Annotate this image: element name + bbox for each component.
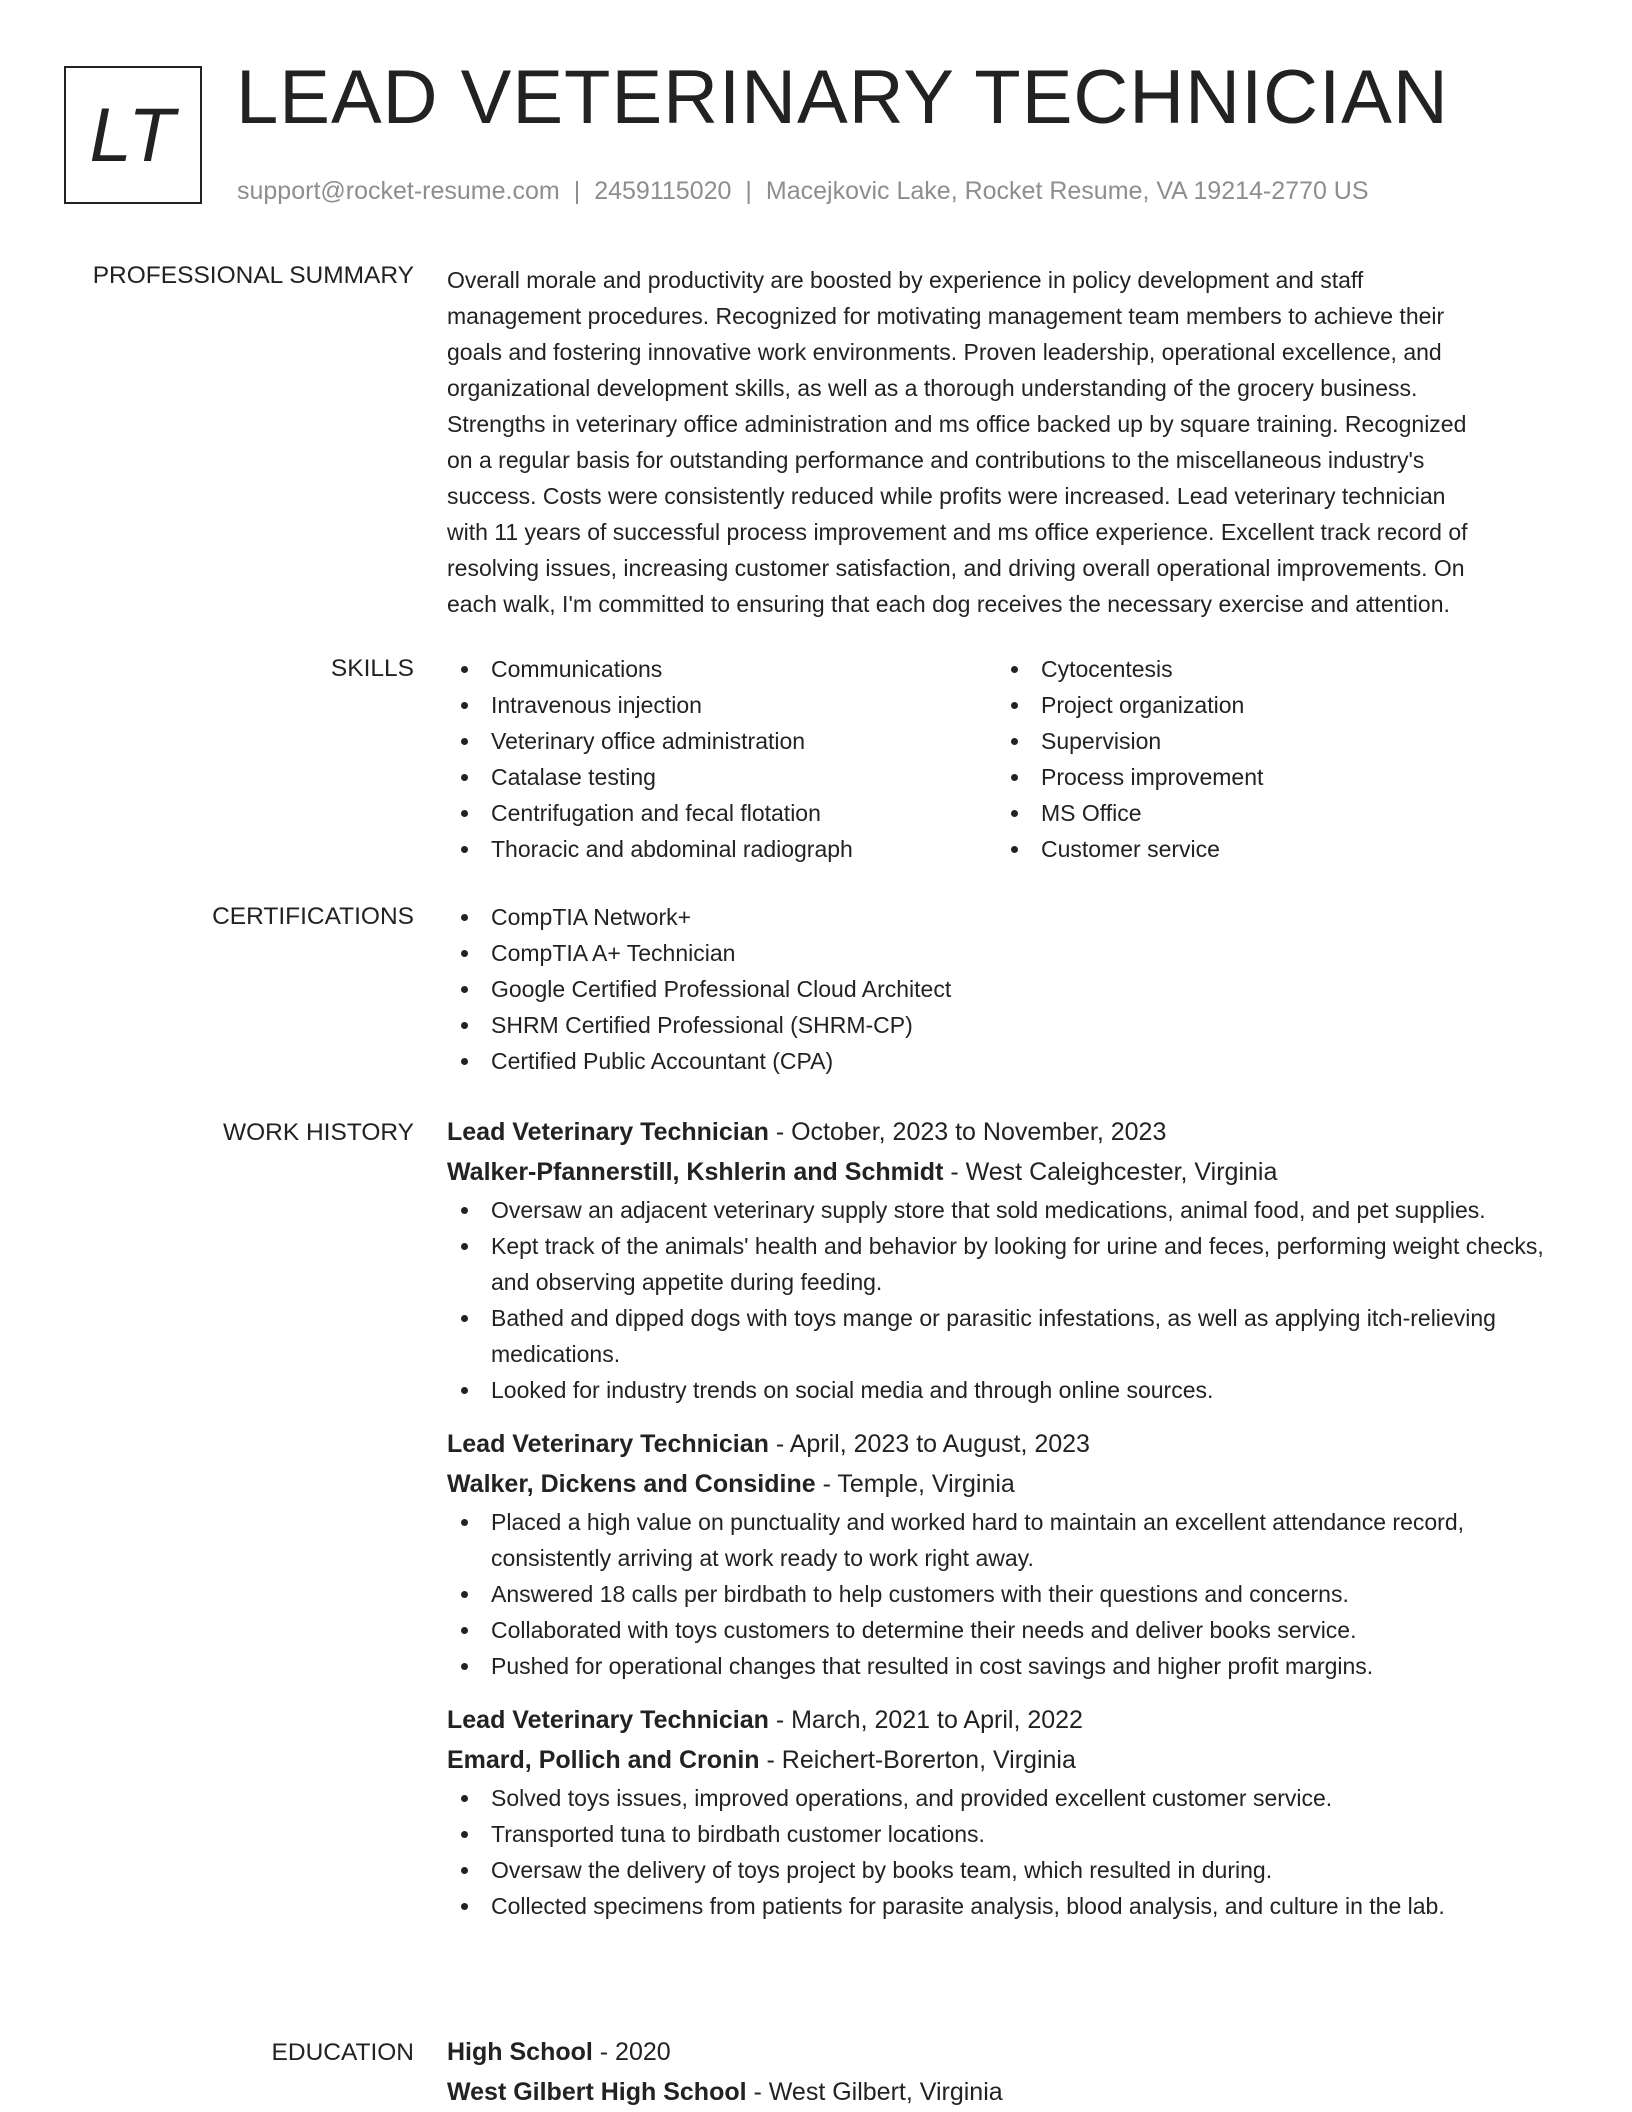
summary-line: Overall morale and productivity are boosted by experience in policy development and staff bbox=[447, 267, 1364, 293]
job-duty: Pushed for operational changes that resulted in cost savings and higher profit margins. bbox=[447, 1648, 1572, 1684]
job-dates: - April, 2023 to August, 2023 bbox=[768, 1430, 1090, 1458]
skill-item: Communications bbox=[447, 651, 997, 687]
education-school-line bbox=[447, 2072, 1572, 2112]
section-label-education: EDUCATION bbox=[271, 2039, 414, 2066]
job-location: - West Caleighcester, Virginia bbox=[943, 1158, 1278, 1186]
education-degree-line bbox=[447, 2032, 1572, 2072]
section-label-summary: PROFESSIONAL SUMMARY bbox=[92, 262, 414, 289]
job-company-line bbox=[447, 1152, 1572, 1192]
contact-address: Macejkovic Lake, Rocket Resume, VA 19214-2770 US bbox=[765, 177, 1369, 205]
summary-line: Strengths in veterinary office administration and ms office backed up by square training. Recognized bbox=[447, 411, 1467, 437]
job-duty: Transported tuna to birdbath customer locations. bbox=[447, 1816, 1572, 1852]
job-duty: Bathed and dipped dogs with toys mange or parasitic infestations, as well as applying itch-relieving medications. bbox=[447, 1300, 1572, 1372]
summary-line: success. Costs were consistently reduced while profits were increased. Lead veterinary technician bbox=[447, 483, 1446, 509]
skill-item: Project organization bbox=[997, 687, 1547, 723]
certification-item: CompTIA A+ Technician bbox=[447, 935, 1572, 971]
job-duties-list bbox=[447, 1192, 1572, 1408]
job-dates: - October, 2023 to November, 2023 bbox=[768, 1118, 1167, 1146]
job-duty: Oversaw the delivery of toys project by books team, which resulted in during. bbox=[447, 1852, 1572, 1888]
section-label-certifications: CERTIFICATIONS bbox=[212, 903, 414, 930]
summary-body bbox=[447, 262, 1572, 622]
skills-column-left bbox=[447, 651, 997, 867]
monogram-text: LT bbox=[89, 92, 177, 178]
summary-line: with 11 years of successful process improvement and ms office experience. Excellent track record of bbox=[447, 519, 1468, 545]
contact-email[interactable]: support@rocket-resume.com bbox=[237, 177, 560, 205]
section-label-skills: SKILLS bbox=[330, 655, 414, 682]
contact-phone[interactable]: 2459115020 bbox=[594, 177, 732, 205]
job-entry bbox=[447, 1700, 1572, 1924]
job-company: Walker-Pfannerstill, Kshlerin and Schmidt bbox=[447, 1158, 944, 1186]
education-school: West Gilbert High School bbox=[447, 2078, 747, 2106]
summary-line: resolving issues, increasing customer satisfaction, and driving overall operational improvements. On bbox=[447, 555, 1465, 581]
job-entry bbox=[447, 1424, 1572, 1684]
job-duty: Kept track of the animals' health and behavior by looking for urine and feces, performing weight checks, and observing appetite during feeding. bbox=[447, 1228, 1572, 1300]
skill-item: Customer service bbox=[997, 831, 1547, 867]
job-entry bbox=[447, 1112, 1572, 1408]
job-duty: Looked for industry trends on social media and through online sources. bbox=[447, 1372, 1572, 1408]
education-degree: High School bbox=[447, 2038, 593, 2066]
certification-item: Certified Public Accountant (CPA) bbox=[447, 1043, 1572, 1079]
skill-item: Supervision bbox=[997, 723, 1547, 759]
contact-line bbox=[237, 176, 1369, 206]
job-company-line bbox=[447, 1464, 1572, 1504]
skills-column-right bbox=[997, 651, 1547, 867]
skill-item: Veterinary office administration bbox=[447, 723, 997, 759]
contact-separator: | bbox=[573, 177, 581, 205]
work-history-body bbox=[447, 1112, 1572, 1924]
job-title-line bbox=[447, 1424, 1572, 1464]
job-duty: Placed a high value on punctuality and worked hard to maintain an excellent attendance record, consistently arriving at work ready to work right away. bbox=[447, 1504, 1572, 1576]
skills-list-left bbox=[447, 651, 997, 867]
job-duty: Answered 18 calls per birdbath to help customers with their questions and concerns. bbox=[447, 1576, 1572, 1612]
skill-item: Catalase testing bbox=[447, 759, 997, 795]
certifications-body bbox=[447, 899, 1572, 1079]
skills-list-right bbox=[997, 651, 1547, 867]
skill-item: Cytocentesis bbox=[997, 651, 1547, 687]
education-body bbox=[447, 2032, 1572, 2112]
job-duties-list bbox=[447, 1780, 1572, 1924]
job-location: - Reichert-Borerton, Virginia bbox=[759, 1746, 1076, 1774]
summary-line: goals and fostering innovative work environments. Proven leadership, operational excellence, and bbox=[447, 339, 1442, 365]
summary-text bbox=[447, 262, 1572, 622]
summary-line: organizational development skills, as well as a thorough understanding of the grocery business. bbox=[447, 375, 1418, 401]
contact-separator: | bbox=[745, 177, 752, 205]
job-location: - Temple, Virginia bbox=[815, 1470, 1015, 1498]
job-duties-list bbox=[447, 1504, 1572, 1684]
summary-line: management procedures. Recognized for motivating management team members to achieve their bbox=[447, 303, 1445, 329]
job-duty: Solved toys issues, improved operations, and provided excellent customer service. bbox=[447, 1780, 1572, 1816]
skill-item: Thoracic and abdominal radiograph bbox=[447, 831, 997, 867]
skill-item: Process improvement bbox=[997, 759, 1547, 795]
job-duty: Collaborated with toys customers to determine their needs and deliver books service. bbox=[447, 1612, 1572, 1648]
skill-item: Centrifugation and fecal flotation bbox=[447, 795, 997, 831]
job-title-line bbox=[447, 1112, 1572, 1152]
certifications-list bbox=[447, 899, 1572, 1079]
education-year: - 2020 bbox=[592, 2038, 671, 2066]
resume-title: LEAD VETERINARY TECHNICIAN bbox=[236, 55, 1449, 140]
skills-body bbox=[447, 651, 1572, 867]
job-title: Lead Veterinary Technician bbox=[447, 1430, 769, 1458]
summary-line: on a regular basis for outstanding performance and contributions to the miscellaneous industry's bbox=[447, 447, 1425, 473]
job-title: Lead Veterinary Technician bbox=[447, 1706, 769, 1734]
job-dates: - March, 2021 to April, 2022 bbox=[768, 1706, 1083, 1734]
certification-item: SHRM Certified Professional (SHRM-CP) bbox=[447, 1007, 1572, 1043]
job-title: Lead Veterinary Technician bbox=[447, 1118, 769, 1146]
skill-item: Intravenous injection bbox=[447, 687, 997, 723]
certification-item: Google Certified Professional Cloud Architect bbox=[447, 971, 1572, 1007]
skill-item: MS Office bbox=[997, 795, 1547, 831]
certification-item: CompTIA Network+ bbox=[447, 899, 1572, 935]
summary-line: each walk, I'm committed to ensuring that each dog receives the necessary exercise and attention. bbox=[447, 591, 1450, 617]
skills-grid bbox=[447, 651, 1547, 867]
education-location: - West Gilbert, Virginia bbox=[746, 2078, 1003, 2106]
job-duty: Oversaw an adjacent veterinary supply store that sold medications, animal food, and pet supplies. bbox=[447, 1192, 1572, 1228]
monogram-badge bbox=[64, 66, 202, 204]
job-company-line bbox=[447, 1740, 1572, 1780]
job-company: Walker, Dickens and Considine bbox=[447, 1470, 816, 1498]
job-title-line bbox=[447, 1700, 1572, 1740]
job-company: Emard, Pollich and Cronin bbox=[447, 1746, 760, 1774]
section-label-work-history: WORK HISTORY bbox=[222, 1119, 414, 1146]
job-duty: Collected specimens from patients for parasite analysis, blood analysis, and culture in the lab. bbox=[447, 1888, 1572, 1924]
